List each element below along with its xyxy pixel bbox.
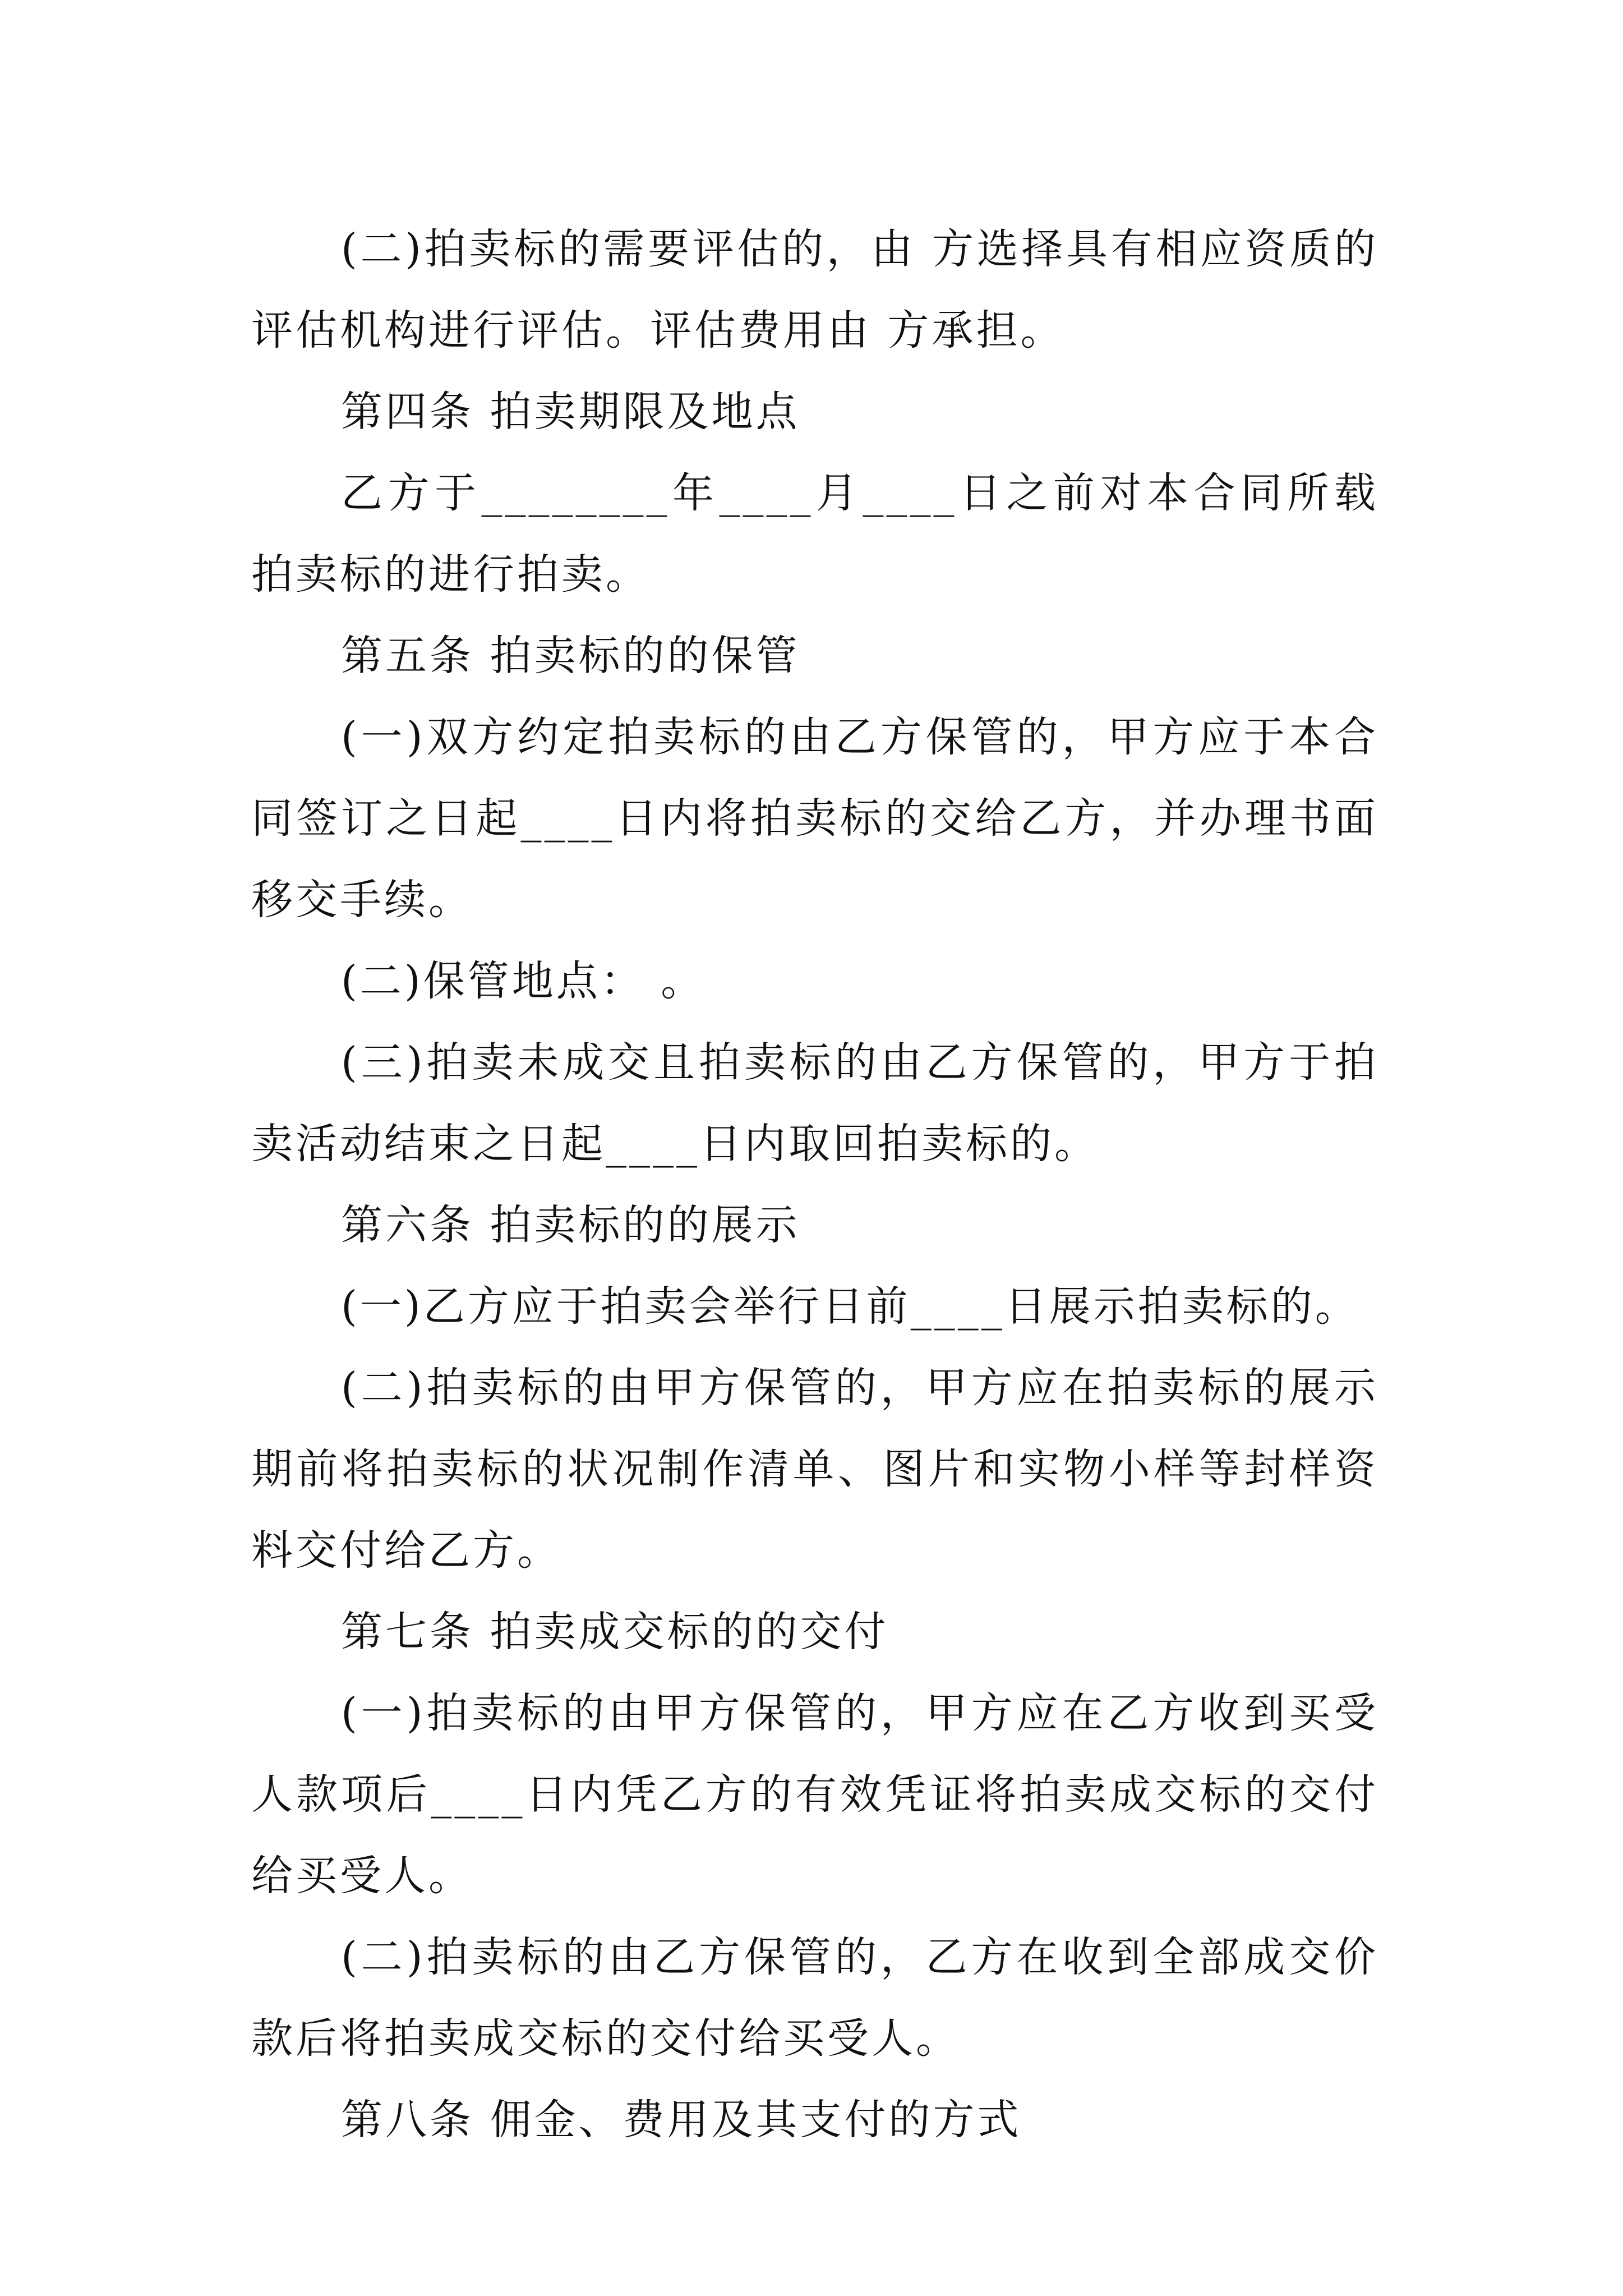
heading-article-4: 第四条 拍卖期限及地点 xyxy=(341,388,800,436)
paragraph-delivery-party-b: (二)拍卖标的由乙方保管的，乙方在收到全部成交价款后将拍卖成交标的交付给买受人。 xyxy=(251,1933,1378,2063)
heading-article-6: 第六条 拍卖标的的展示 xyxy=(341,1201,800,1249)
heading-article-7: 第七条 拍卖成交标的的交付 xyxy=(341,1608,889,1656)
paragraph-delivery-party-a: (一)拍卖标的由甲方保管的，甲方应在乙方收到买受人款项后____日内凭乙方的有效凭证将拍卖成交标的交付给买受人。 xyxy=(251,1689,1378,1900)
paragraph-custody-handover: (一)双方约定拍卖标的由乙方保管的，甲方应于本合同签订之日起____日内将拍卖标的交给乙方，并办理书面移交手续。 xyxy=(251,713,1378,924)
paragraph-appraisal: (二)拍卖标的需要评估的，由 方选择具有相应资质的评估机构进行评估。评估费用由 方承担。 xyxy=(251,225,1378,355)
paragraph-display-materials: (二)拍卖标的由甲方保管的，甲方应在拍卖标的展示期前将拍卖标的状况制作清单、图片和实物小样等封样资料交付给乙方。 xyxy=(251,1364,1378,1575)
paragraph-custody-location: (二)保管地点： 。 xyxy=(341,957,706,1005)
paragraph-unsold-retrieval: (三)拍卖未成交且拍卖标的由乙方保管的，甲方于拍卖活动结束之日起____日内取回拍卖标的。 xyxy=(251,1038,1378,1168)
document-body xyxy=(251,209,1378,2161)
paragraph-auction-deadline: 乙方于________年____月____日之前对本合同所载拍卖标的进行拍卖。 xyxy=(251,469,1378,599)
paragraph-display-schedule: (一)乙方应于拍卖会举行日前____日展示拍卖标的。 xyxy=(341,1282,1359,1331)
heading-article-8: 第八条 佣金、费用及其支付的方式 xyxy=(341,2096,1022,2144)
heading-article-5: 第五条 拍卖标的的保管 xyxy=(341,632,800,680)
